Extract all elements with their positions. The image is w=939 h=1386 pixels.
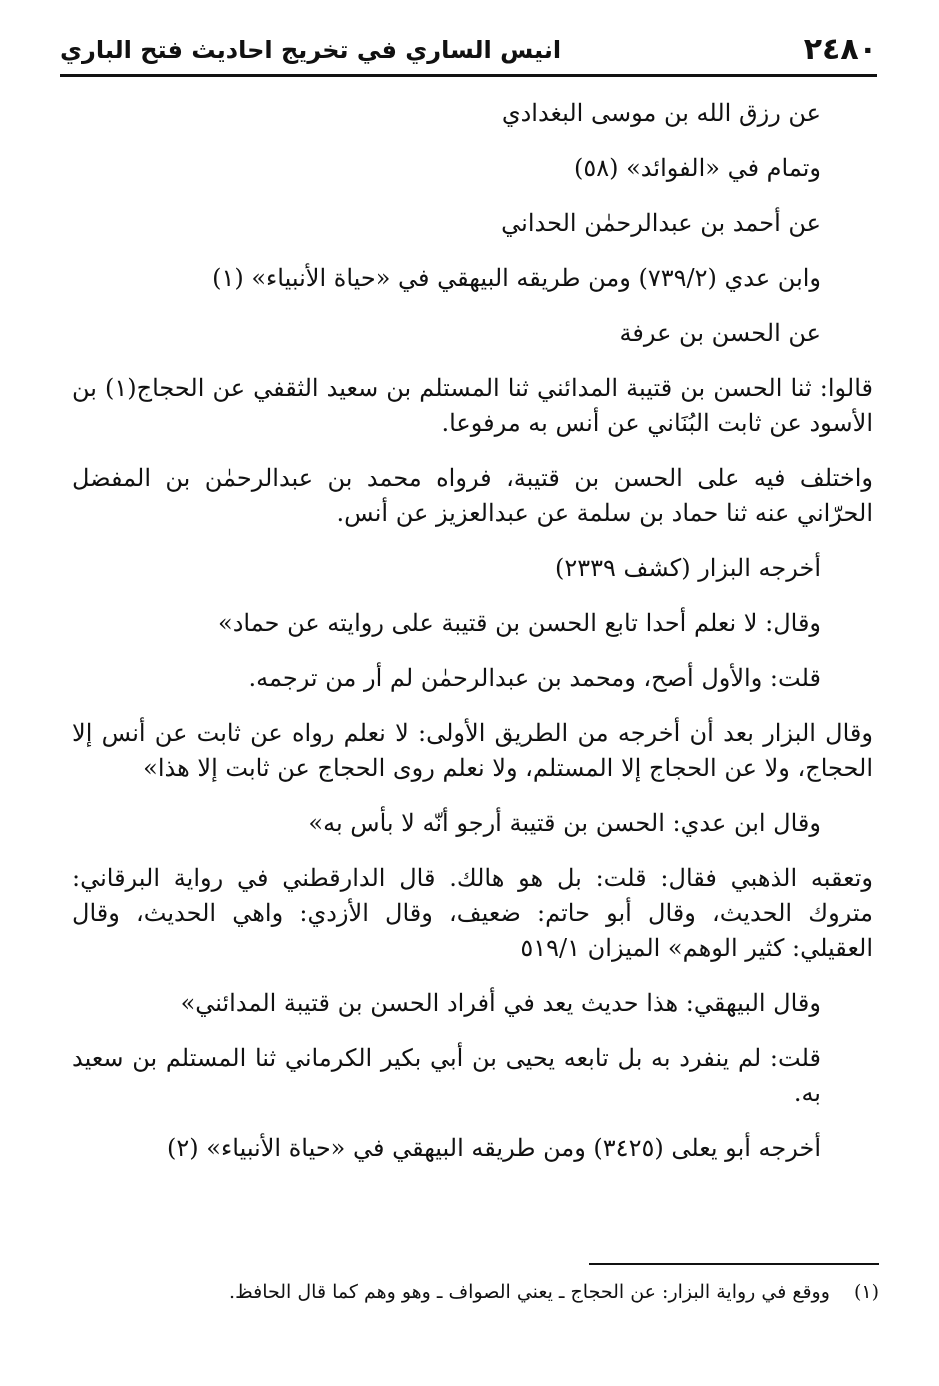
paragraph: أخرجه البزار (كشف ٢٣٣٩) [554, 554, 821, 582]
paragraph: واختلف فيه على الحسن بن قتيبة، فرواه محمد بن عبدالرحمٰن بن المفضل الحرّاني عنه ثنا حماد بن سلمة عن عبدالعزيز عن أنس. [72, 464, 873, 527]
footnote-text: ووقع في رواية البزار: عن الحجاج ـ يعني الصواف ـ وهو وهم كما قال الحافظ. [229, 1281, 830, 1303]
paragraph: وقال البيهقي: هذا حديث يعد في أفراد الحسن بن قتيبة المدائني» [180, 989, 821, 1017]
paragraph: وابن عدي (٧٣٩/٢) ومن طريقه البيهقي في «حياة الأنبياء» (١) [212, 264, 821, 292]
paragraph: عن رزق الله بن موسى البغدادي [501, 99, 821, 127]
page-header [60, 28, 877, 78]
header-rule [60, 74, 877, 77]
footnote-marker: (١) [853, 1281, 879, 1303]
paragraph: وتمام في «الفوائد» (٥٨) [573, 154, 821, 182]
main-text [72, 96, 874, 1186]
running-title: انيس الساري في تخريج احاديث فتح الباري [60, 36, 562, 64]
paragraph: وقال البزار بعد أن أخرجه من الطريق الأولى: لا نعلم رواه عن ثابت عن أنس إلا الحجاج، ولا عن الحجاج إلا المستلم، ولا نعلم روى الحجاج عن ثابت إلا هذا» [72, 719, 873, 782]
paragraph: عن الحسن بن عرفة [619, 319, 821, 347]
footnote-rule [589, 1263, 879, 1265]
paragraph: قلت: والأول أصح، ومحمد بن عبدالرحمٰن لم أر من ترجمه. [248, 664, 821, 692]
paragraph: عن أحمد بن عبدالرحمٰن الحداني [501, 209, 821, 237]
paragraph: قلت: لم ينفرد به بل تابعه يحيى بن أبي بكير الكرماني ثنا المستلم بن سعيد به. [72, 1044, 821, 1107]
paragraph: أخرجه أبو يعلى (٣٤٢٥) ومن طريقه البيهقي في «حياة الأنبياء» (٢) [167, 1134, 821, 1162]
paragraph: وقال ابن عدي: الحسن بن قتيبة أرجو أنّه لا بأس به» [308, 809, 821, 837]
page-number: ٢٤٨٠ [803, 32, 877, 67]
footnote [60, 1278, 879, 1306]
paragraph: وقال: لا نعلم أحدا تابع الحسن بن قتيبة على روايته عن حماد» [218, 609, 821, 637]
paragraph: وتعقبه الذهبي فقال: قلت: بل هو هالك. قال الدارقطني في رواية البرقاني: متروك الحديث، وقال أبو حاتم: ضعيف، وقال الأزدي: واهي الحديث، وقال العقيلي: كثير الوهم» الميزان ٥١٩/١ [72, 864, 874, 962]
paragraph: قالوا: ثنا الحسن بن قتيبة المدائني ثنا المستلم بن سعيد الثقفي عن الحجاج(١) بن الأسود عن ثابت البُنَاني عن أنس به مرفوعا. [72, 374, 873, 437]
